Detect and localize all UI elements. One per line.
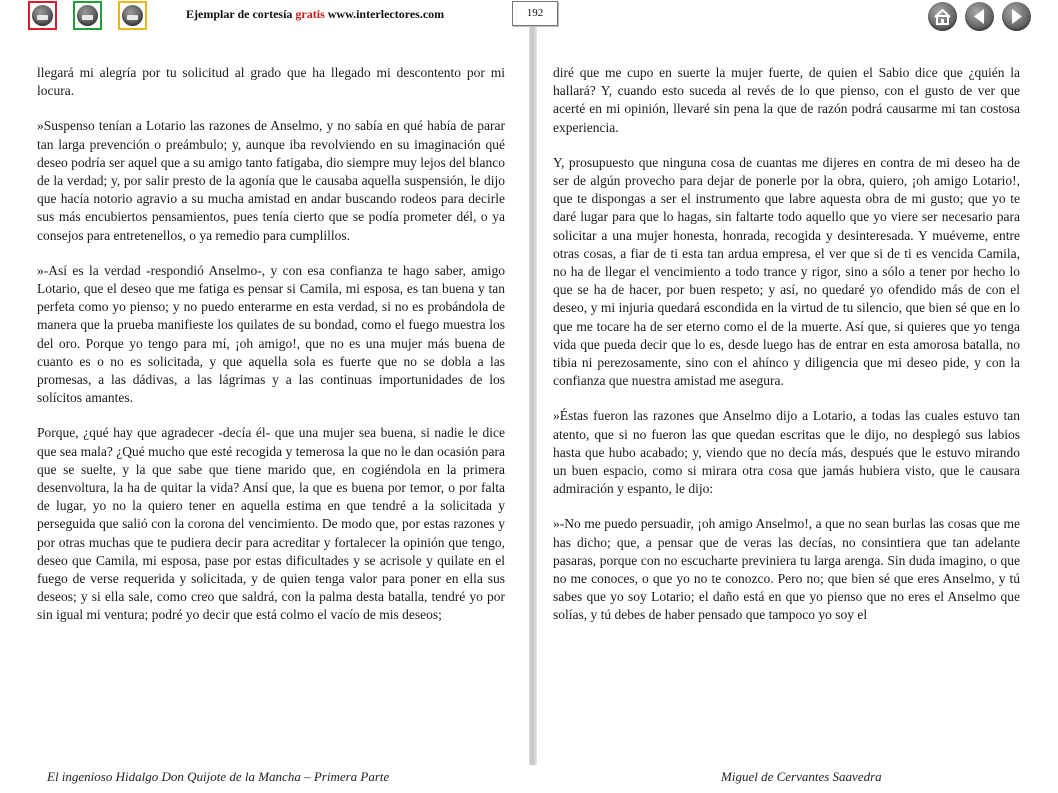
arrow-right-icon bbox=[1002, 2, 1031, 31]
paragraph: »-No me puedo persuadir, ¡oh amigo Anselmo!, a que no sean burlas las cosas que me has dicho; que, a pensar que de veras las decías, no consintiera que tan adelante pasaras, porque con no escucharte previniera tu larga arenga. Sin duda imagino, o que no me conoces, o que yo no te conozco. Pero no; que bien sé que eres Anselmo, y tú sabes que yo soy Lotario; el daño está en que yo pienso que no eres el Anselmo que solías, y tú debes de haber pensado que tampoco yo soy el bbox=[553, 516, 1020, 623]
courtesy-note bbox=[186, 7, 486, 22]
footer-author: Miguel de Cervantes Saavedra bbox=[721, 769, 882, 784]
minimize-button-green[interactable] bbox=[73, 1, 102, 30]
previous-page-button[interactable] bbox=[965, 2, 994, 31]
page-divider bbox=[529, 27, 537, 765]
minus-icon bbox=[32, 5, 53, 26]
paragraph: diré que me cupo en suerte la mujer fuerte, de quien el Sabio dice que ¿quién la hallará? Y, cuando esto suceda al revés de lo que pienso, con el gusto de ver que acerté en mi opinión, llevaré sin pena la que de razón podrá causarme mi tan costosa experiencia. bbox=[553, 65, 1020, 135]
page-number: 192 bbox=[512, 1, 558, 26]
minimize-button-yellow[interactable] bbox=[118, 1, 147, 30]
paragraph: Y, prosupuesto que ninguna cosa de cuantas me dijeres en contra de mi deseo ha de ser de algún provecho para dejar de ponerle por la obra, quiero, ¡oh amigo Lotario!, que te dispongas a ser el instrumento que labre aquesta obra de mi gusto; que yo te daré lugar para que lo hagas, sin faltarte todo aquello que yo viere ser necesario para solicitar a una mujer honesta, honrada, recogida y desinteresada. Y muéveme, entre otras cosas, a fiar de ti esta tan ardua empresa, el ver que si de ti es vencida Camila, no ha de llegar el vencimiento a todo trance y rigor, sino a sólo a tener por hecho lo que se ha de hacer, por buen respeto; y así, no quedaré yo ofendido más de con el deseo, y mi injuria quedará escondida en la virtud de tu silencio, que bien sé que en lo que me tocare ha de ser eterno como el de la muerte. Así que, si quieres que yo tenga vida que pueda decir que lo es, desde luego has de entrar en esta amorosa batalla, no tibia ni perezosamente, sino con el ahínco y diligencia que mi deseo pide, y con la confianza que nuestra amistad me asegura. bbox=[553, 154, 1020, 389]
home-icon bbox=[928, 2, 957, 31]
minus-icon bbox=[77, 5, 98, 26]
paragraph: »Suspenso tenían a Lotario las razones de Anselmo, y no sabía en qué había de parar tan larga prevención o preámbulo; y, aunque iba revolviendo en su imaginación qué deseo podría ser aquel que a su amigo tanto fatigaba, dio siempre muy lejos del blanco de la verdad; y, por salir presto de la agonía que le causaba aquella suspensión, le dijo que hacía notorio agravio a su mucha amistad en andar buscando rodeos para decirle sus más encubiertos pensamientos, pues tenía cierto que se podía prometer dél, o ya consejos para entretenellos, o ya remedio para cumplillos. bbox=[37, 118, 505, 243]
home-button[interactable] bbox=[928, 2, 957, 31]
next-page-button[interactable] bbox=[1002, 2, 1031, 31]
footer-book-title: El ingenioso Hidalgo Don Quijote de la Mancha – Primera Parte bbox=[47, 769, 390, 784]
paragraph: »Éstas fueron las razones que Anselmo dijo a Lotario, a todas las cuales estuvo tan atento, que si no fueron las que quedan escritas que le dijo, no desplegó sus labios hasta que hubo acabado; y, viendo que no decía más, después que le estuvo mirando un buen espacio, como si mirara otra cosa que jamás hubiera visto, que le causara admiración y espanto, le dijo: bbox=[553, 408, 1020, 497]
courtesy-note-prefix: Ejemplar de cortesía bbox=[186, 7, 293, 21]
arrow-left-icon bbox=[965, 2, 994, 31]
paragraph: »-Así es la verdad -respondió Anselmo-, y con esa confianza te hago saber, amigo Lotario, que el deseo que me fatiga es pensar si Camila, mi esposa, es tan buena y tan perfeta como yo pienso; y no puedo enterarme en esta verdad, si no es probándola de manera que la prueba manifieste los quilates de su bondad, como el fuego muestra los del oro. Porque yo tengo para mí, ¡oh amigo!, que no es una mujer más buena de cuanto es o no es solicitada, y que aquella sola es fuerte que no se dobla a las promesas, a las dádivas, a las lágrimas y a las continuas importunidades de los solícitos amantes. bbox=[37, 262, 505, 406]
paragraph: llegará mi alegría por tu solicitud al grado que ha llegado mi descontento por mi locura. bbox=[37, 65, 505, 99]
courtesy-note-site[interactable]: www.interlectores.com bbox=[327, 7, 445, 21]
minimize-button-red[interactable] bbox=[28, 1, 57, 30]
paragraph: Porque, ¿qué hay que agradecer -decía él- que una mujer sea buena, si nadie le dice que sea mala? ¿Qué mucho que esté recogida y temerosa la que no le dan ocasión para que se suelte, y la que sabe que tiene marido que, en cogiéndola en la primera desenvoltura, la ha de quitar la vida? Ansí que, la que es buena por temor, o por falta de lugar, yo no la quiero tener en aquella estima en que tendré a la solicitada y perseguida que salió con la corona del vencimiento. De modo que, por estas razones y por otras muchas que te pudiera decir para acreditar y fortalecer la opinión que tengo, deseo que Camila, mi esposa, pase por estas dificultades y se acrisole y quilate en el fuego de verse requerida y solicitada, y de quien tenga valor para poner en ella sus deseos; y si ella sale, como creo que saldrá, con la palma desta batalla, tendré yo por sin igual mi ventura; podré yo decir que está colmo el vacío de mis deseos; bbox=[37, 425, 505, 623]
minus-icon bbox=[122, 5, 143, 26]
right-column bbox=[553, 64, 1020, 642]
courtesy-note-gratis: gratis bbox=[295, 7, 325, 21]
left-column bbox=[37, 64, 505, 642]
